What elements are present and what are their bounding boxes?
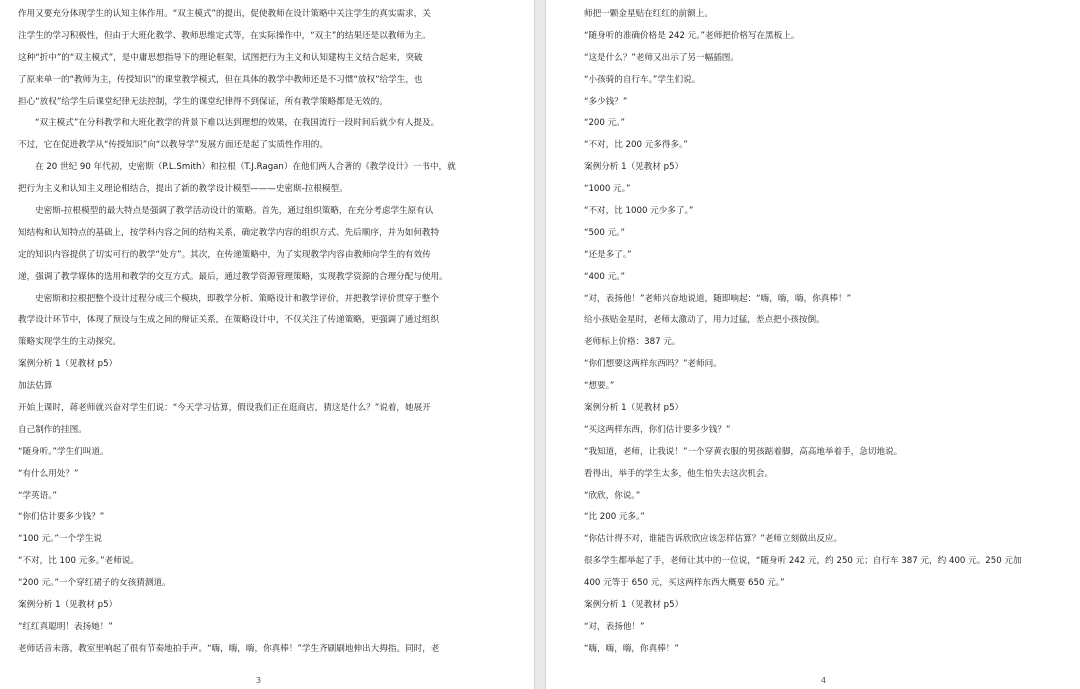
text-line: “我知道，老师，让我说！”一个穿黄衣服的男孩踮着脚，高高地举着手，急切地说。 (584, 446, 903, 457)
section-heading: 案例分析 1（见教材 p5） (584, 600, 684, 611)
text-line: “对，表扬他！”老师兴奋地说道，随即响起：“嗨，嗨，嗨，你真棒！” (584, 293, 852, 304)
text-line: 400 元等于 650 元，买这两样东西大概要 650 元。” (584, 578, 785, 589)
text-line: “400 元。” (584, 271, 625, 282)
text-line: 开始上课时，蒋老师就兴奋对学生们说：“今天学习估算，假设我们正在逛商店，猜这是什么？”说着，她展开 (18, 403, 431, 414)
text-line: “你们估计要多少钱？” (18, 512, 105, 523)
text-line: “不对，比 1000 元少多了。” (584, 206, 694, 217)
document-page-4 (546, 0, 1080, 689)
text-line: 作用又要充分体现学生的认知主体作用。“双主模式”的提出，促使教师在设计策略中关注学生的真实需求，关 (18, 9, 431, 19)
text-line: “500 元。” (584, 227, 625, 238)
text-line: “不对，比 100 元多。”老师说。 (18, 556, 140, 567)
page-number: 3 (256, 676, 262, 685)
text-line: 定的知识内容提供了切实可行的教学“处方”。其次，在传递策略中，为了实现教学内容由教师向学生的有效传 (18, 249, 431, 260)
text-line: 给小孩贴金星时，老师太激动了，用力过猛，差点把小孩按倒。 (584, 315, 825, 326)
text-line: 了原来单一的“教师为主，传授知识”的课堂教学模式，但在具体的教学中教师还是不习惯“放权”给学生，也 (18, 74, 423, 85)
text-line: “嗨，嗨，嗨，你真棒！” (584, 643, 679, 654)
text-line: 史密斯-拉根模型的最大特点是强调了教学活动设计的策略。首先，通过组织策略，在充分考虑学生原有认 (35, 206, 434, 217)
text-line: 不过，它在促进教学从“传授知识”向“以教导学”发展方面还是起了实质性作用的。 (18, 140, 328, 151)
text-line: 老师话音未落，教室里响起了很有节奏地拍手声。“嗨，嗨，嗨，你真棒！”学生齐刷刷地伸出大拇指。同时，老 (18, 643, 440, 654)
text-line: 很多学生都举起了手，老师让其中的一位说，“随身听 242 元，约 250 元；自行车 387 元，约 400 元。250 元加 (584, 556, 1022, 567)
text-line: “想要。” (584, 381, 615, 392)
text-line: “双主模式”在分科教学和大班化教学的背景下难以达到理想的效果，在我国流行一段时间后就少有人提及。 (35, 118, 440, 129)
text-line: 在 20 世纪 90 年代初，史密斯（P.L.Smith）和拉根（T.J.Ragan）在他们两人合著的《教学设计》一书中，就 (35, 162, 456, 173)
page-4-body (584, 4, 1070, 661)
text-line: “多少钱？” (584, 96, 628, 107)
section-heading: 案例分析 1（见教材 p5） (18, 600, 118, 611)
text-line: “学英语。” (18, 490, 57, 501)
text-line: 老师标上价格：387 元。 (584, 337, 681, 348)
text-line: “这是什么？”老师又出示了另一幅插图。 (584, 52, 739, 63)
text-line: “200 元。”一个穿红裙子的女孩猜测道。 (18, 578, 171, 589)
text-line: 教学设计环节中，体现了预设与生成之间的辩证关系，在策略设计中，不仅关注了传递策略，更强调了通过组织 (18, 315, 440, 326)
text-line: 注学生的学习积极性，但由于大班化教学、教师思维定式等，在实际操作中，“双主”的结果还是以教师为主。 (18, 30, 431, 41)
text-line: 策略实现学生的主动探究。 (18, 337, 122, 348)
text-line: “比 200 元多。” (584, 512, 645, 523)
page-gutter (534, 0, 546, 689)
page-number: 4 (821, 676, 827, 685)
text-line: 递，强调了教学媒体的选用和教学的交互方式。最后，通过教学资源管理策略，实现教学资源的合理分配与使用。 (18, 271, 448, 282)
text-line: “小孩骑的自行车。”学生们说。 (584, 74, 701, 85)
text-line: “对，表扬他！” (584, 621, 645, 632)
text-line: “你们想要这两样东西吗？”老师问。 (584, 359, 722, 370)
text-line: “100 元。”一个学生说 (18, 534, 102, 545)
text-line: 史密斯和拉根把整个设计过程分成三个模块，即教学分析、策略设计和教学评价，并把教学评价贯穿于整个 (35, 293, 439, 304)
section-heading: 案例分析 1（见教材 p5） (18, 359, 118, 370)
text-line: 把行为主义和认知主义理论相结合，提出了新的教学设计模型———史密斯-拉根模型。 (18, 184, 348, 195)
text-line: “200 元。” (584, 118, 625, 129)
text-line: “1000 元。” (584, 184, 631, 195)
text-line: 师把一颗金星贴在红红的前额上。 (584, 9, 713, 19)
text-line: “红红真聪明！表扬她！” (18, 621, 113, 632)
text-line: “买这两样东西，你们估计要多少钱？” (584, 424, 731, 435)
section-heading: 加法估算 (18, 381, 53, 392)
text-line: “你估计得不对，谁能告诉欣欣应该怎样估算？”老师立刻做出反应。 (584, 534, 843, 545)
text-line: “随身听。”学生们叫道。 (18, 446, 109, 457)
text-line: 知结构和认知特点的基础上，按学科内容之间的结构关系，确定教学内容的组织方式、先后顺序，并为如何教特 (18, 227, 440, 238)
document-page-3 (0, 0, 534, 689)
page-3-body (18, 4, 516, 661)
text-line: “不对，比 200 元多得多。” (584, 140, 688, 151)
text-line: 自己制作的挂图。 (18, 424, 87, 435)
text-line: “还是多了。” (584, 249, 632, 260)
text-line: 看得出，举手的学生太多，他生怕失去这次机会。 (584, 468, 774, 479)
section-heading: 案例分析 1（见教材 p5） (584, 403, 684, 414)
section-heading: 案例分析 1（见教材 p5） (584, 162, 684, 173)
text-line: “随身听的准确价格是 242 元。”老师把价格写在黑板上。 (584, 30, 800, 41)
text-line: “欣欣，你说。” (584, 490, 641, 501)
text-line: “有什么用处？” (18, 468, 79, 479)
text-line: 这种“折中”的“双主模式”，是中庸思想指导下的理论框架，试图把行为主义和认知建构主义结合起来，突破 (18, 52, 423, 63)
text-line: 担心“放权”给学生后课堂纪律无法控制，学生的课堂纪律得不到保证，所有教学策略都是无效的。 (18, 96, 388, 107)
